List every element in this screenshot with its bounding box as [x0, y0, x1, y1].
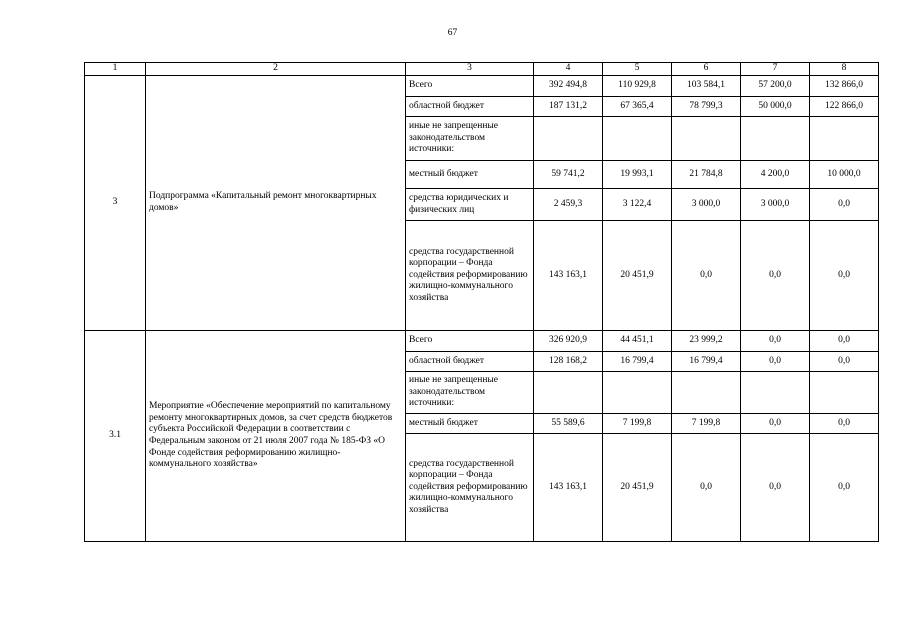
value-cell: 128 168,2 [534, 352, 603, 372]
source-label: местный бюджет [406, 414, 534, 434]
section-name: Подпрограмма «Капитальный ремонт многоквартирных домов» [146, 76, 406, 331]
empty-cell [603, 372, 672, 414]
value-cell: 0,0 [672, 221, 741, 331]
section-code: 3.1 [85, 331, 146, 542]
value-cell: 110 929,8 [603, 76, 672, 97]
value-cell: 0,0 [810, 414, 879, 434]
value-cell: 132 866,0 [810, 76, 879, 97]
value-cell: 78 799,3 [672, 97, 741, 117]
header-row [85, 63, 879, 76]
source-label: средства государственной корпорации – Фонда содействия реформированию жилищно-коммунального хозяйства [406, 434, 534, 542]
source-label: Всего [406, 76, 534, 97]
source-label: областной бюджет [406, 352, 534, 372]
value-cell: 23 999,2 [672, 331, 741, 352]
empty-cell [810, 117, 879, 161]
value-cell: 0,0 [810, 331, 879, 352]
section-code: 3 [85, 76, 146, 331]
section-name: Мероприятие «Обеспечение мероприятий по капитальному ремонту многоквартирных домов, за счет средств бюджетов субъекта Российской Федерации в соответствии с Федеральным законом от 21 июля 2007 года № 185-ФЗ «О Фонде содействия реформированию жилищно-коммунального хозяйства» [146, 331, 406, 542]
source-label: иные не запрещенные законодательством источники: [406, 372, 534, 414]
empty-cell [534, 372, 603, 414]
source-label: средства государственной корпорации – Фонда содействия реформированию жилищно-коммунального хозяйства [406, 221, 534, 331]
budget-table [84, 62, 879, 542]
value-cell: 20 451,9 [603, 221, 672, 331]
value-cell: 2 459,3 [534, 189, 603, 221]
value-cell: 0,0 [810, 352, 879, 372]
value-cell: 50 000,0 [741, 97, 810, 117]
value-cell: 187 131,2 [534, 97, 603, 117]
header-cell: 5 [603, 63, 672, 76]
header-cell: 7 [741, 63, 810, 76]
value-cell: 326 920,9 [534, 331, 603, 352]
header-cell: 2 [146, 63, 406, 76]
value-cell: 44 451,1 [603, 331, 672, 352]
value-cell: 0,0 [741, 352, 810, 372]
table-row [85, 76, 879, 97]
value-cell: 21 784,8 [672, 161, 741, 189]
page-number: 67 [447, 28, 458, 38]
value-cell: 7 199,8 [672, 414, 741, 434]
source-label: областной бюджет [406, 97, 534, 117]
value-cell: 3 122,4 [603, 189, 672, 221]
value-cell: 103 584,1 [672, 76, 741, 97]
empty-cell [810, 372, 879, 414]
value-cell: 0,0 [672, 434, 741, 542]
value-cell: 0,0 [741, 221, 810, 331]
value-cell: 0,0 [810, 221, 879, 331]
value-cell: 122 866,0 [810, 97, 879, 117]
value-cell: 59 741,2 [534, 161, 603, 189]
value-cell: 67 365,4 [603, 97, 672, 117]
header-cell: 6 [672, 63, 741, 76]
value-cell: 3 000,0 [672, 189, 741, 221]
value-cell: 0,0 [810, 434, 879, 542]
source-label: средства юридических и физических лиц [406, 189, 534, 221]
value-cell: 143 163,1 [534, 221, 603, 331]
value-cell: 16 799,4 [672, 352, 741, 372]
value-cell: 0,0 [741, 331, 810, 352]
value-cell: 19 993,1 [603, 161, 672, 189]
value-cell: 0,0 [810, 189, 879, 221]
header-cell: 3 [406, 63, 534, 76]
header-cell: 4 [534, 63, 603, 76]
empty-cell [741, 372, 810, 414]
value-cell: 392 494,8 [534, 76, 603, 97]
source-label: Всего [406, 331, 534, 352]
value-cell: 7 199,8 [603, 414, 672, 434]
source-label: местный бюджет [406, 161, 534, 189]
empty-cell [672, 372, 741, 414]
value-cell: 0,0 [741, 434, 810, 542]
value-cell: 3 000,0 [741, 189, 810, 221]
value-cell: 0,0 [741, 414, 810, 434]
empty-cell [603, 117, 672, 161]
table-row [85, 331, 879, 352]
value-cell: 57 200,0 [741, 76, 810, 97]
empty-cell [672, 117, 741, 161]
header-cell: 1 [85, 63, 146, 76]
source-label: иные не запрещенные законодательством источники: [406, 117, 534, 161]
value-cell: 4 200,0 [741, 161, 810, 189]
value-cell: 143 163,1 [534, 434, 603, 542]
value-cell: 16 799,4 [603, 352, 672, 372]
header-cell: 8 [810, 63, 879, 76]
value-cell: 10 000,0 [810, 161, 879, 189]
empty-cell [534, 117, 603, 161]
value-cell: 55 589,6 [534, 414, 603, 434]
empty-cell [741, 117, 810, 161]
value-cell: 20 451,9 [603, 434, 672, 542]
